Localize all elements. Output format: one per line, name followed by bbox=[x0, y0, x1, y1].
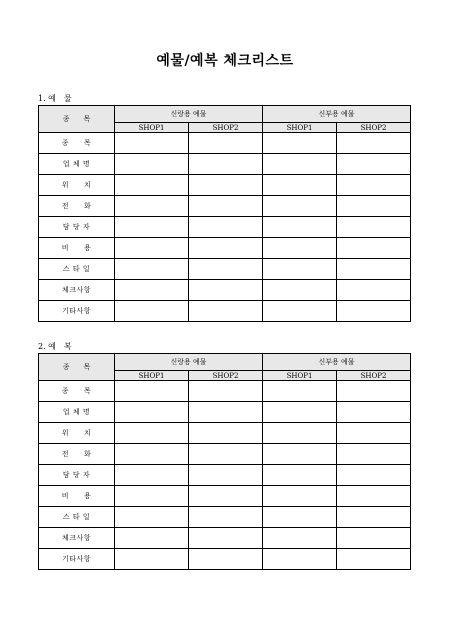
cell[interactable] bbox=[337, 549, 411, 570]
cell[interactable] bbox=[337, 280, 411, 301]
cell[interactable] bbox=[337, 465, 411, 486]
cell[interactable] bbox=[263, 381, 337, 402]
header-group-bride: 신부용 예물 bbox=[263, 354, 411, 371]
cell[interactable] bbox=[189, 175, 263, 196]
cell[interactable] bbox=[189, 301, 263, 322]
cell[interactable] bbox=[263, 301, 337, 322]
cell[interactable] bbox=[189, 444, 263, 465]
checklist-table-attire bbox=[38, 353, 411, 570]
cell[interactable] bbox=[115, 154, 189, 175]
row-label: 스 타 일 bbox=[39, 507, 115, 528]
cell[interactable] bbox=[189, 259, 263, 280]
cell[interactable] bbox=[337, 444, 411, 465]
cell[interactable] bbox=[115, 301, 189, 322]
table-row bbox=[39, 280, 411, 301]
cell[interactable] bbox=[115, 280, 189, 301]
cell[interactable] bbox=[115, 444, 189, 465]
cell[interactable] bbox=[115, 381, 189, 402]
cell[interactable] bbox=[263, 507, 337, 528]
cell[interactable] bbox=[189, 465, 263, 486]
cell[interactable] bbox=[115, 528, 189, 549]
cell[interactable] bbox=[263, 528, 337, 549]
header-shop: SHOP2 bbox=[189, 371, 263, 381]
row-label: 비 용 bbox=[39, 238, 115, 259]
cell[interactable] bbox=[115, 486, 189, 507]
table-row bbox=[39, 465, 411, 486]
table-row bbox=[39, 301, 411, 322]
cell[interactable] bbox=[115, 259, 189, 280]
row-label: 담 당 자 bbox=[39, 217, 115, 238]
table-row bbox=[39, 238, 411, 259]
cell[interactable] bbox=[263, 280, 337, 301]
table-row bbox=[39, 217, 411, 238]
cell[interactable] bbox=[263, 549, 337, 570]
table-row bbox=[39, 259, 411, 280]
cell[interactable] bbox=[263, 133, 337, 154]
cell[interactable] bbox=[115, 423, 189, 444]
table-row bbox=[39, 423, 411, 444]
table-row bbox=[39, 528, 411, 549]
header-shop: SHOP2 bbox=[337, 371, 411, 381]
row-label: 체크사항 bbox=[39, 280, 115, 301]
cell[interactable] bbox=[189, 381, 263, 402]
cell[interactable] bbox=[189, 486, 263, 507]
cell[interactable] bbox=[263, 444, 337, 465]
row-label: 종 목 bbox=[39, 133, 115, 154]
cell[interactable] bbox=[189, 238, 263, 259]
row-label: 체크사항 bbox=[39, 528, 115, 549]
section-label-attire: 2. 예 복 bbox=[38, 342, 72, 351]
row-label: 전 화 bbox=[39, 196, 115, 217]
cell[interactable] bbox=[263, 196, 337, 217]
cell[interactable] bbox=[263, 465, 337, 486]
cell[interactable] bbox=[263, 423, 337, 444]
cell[interactable] bbox=[263, 175, 337, 196]
cell[interactable] bbox=[115, 507, 189, 528]
cell[interactable] bbox=[115, 465, 189, 486]
cell[interactable] bbox=[189, 280, 263, 301]
cell[interactable] bbox=[189, 507, 263, 528]
cell[interactable] bbox=[263, 259, 337, 280]
cell[interactable] bbox=[263, 486, 337, 507]
cell[interactable] bbox=[337, 301, 411, 322]
row-label: 기타사항 bbox=[39, 549, 115, 570]
cell[interactable] bbox=[189, 196, 263, 217]
checklist-table-jewelry bbox=[38, 105, 411, 322]
table-row bbox=[39, 381, 411, 402]
cell[interactable] bbox=[263, 238, 337, 259]
cell[interactable] bbox=[189, 402, 263, 423]
section-label-jewelry: 1. 예 물 bbox=[38, 94, 72, 103]
cell[interactable] bbox=[337, 238, 411, 259]
cell[interactable] bbox=[189, 549, 263, 570]
cell[interactable] bbox=[337, 175, 411, 196]
cell[interactable] bbox=[115, 217, 189, 238]
table-row bbox=[39, 402, 411, 423]
page-title: 예물/예복 체크리스트 bbox=[156, 53, 294, 69]
cell[interactable] bbox=[337, 381, 411, 402]
cell[interactable] bbox=[189, 528, 263, 549]
table-row bbox=[39, 133, 411, 154]
cell[interactable] bbox=[337, 217, 411, 238]
table-row bbox=[39, 154, 411, 175]
row-label: 업 체 명 bbox=[39, 402, 115, 423]
cell[interactable] bbox=[337, 259, 411, 280]
header-item: 종 목 bbox=[39, 106, 115, 133]
header-shop: SHOP2 bbox=[189, 123, 263, 133]
cell[interactable] bbox=[337, 133, 411, 154]
table-row bbox=[39, 507, 411, 528]
cell[interactable] bbox=[263, 154, 337, 175]
cell[interactable] bbox=[115, 196, 189, 217]
cell[interactable] bbox=[337, 528, 411, 549]
header-shop: SHOP1 bbox=[263, 371, 337, 381]
cell[interactable] bbox=[115, 549, 189, 570]
header-group-groom: 신랑용 예물 bbox=[115, 106, 263, 123]
row-label: 담 당 자 bbox=[39, 465, 115, 486]
cell[interactable] bbox=[337, 423, 411, 444]
row-label: 비 용 bbox=[39, 486, 115, 507]
header-shop: SHOP1 bbox=[115, 123, 189, 133]
header-group-bride: 신부용 예물 bbox=[263, 106, 411, 123]
cell[interactable] bbox=[115, 238, 189, 259]
row-label: 업 체 명 bbox=[39, 154, 115, 175]
header-shop: SHOP2 bbox=[337, 123, 411, 133]
cell[interactable] bbox=[189, 217, 263, 238]
cell[interactable] bbox=[115, 402, 189, 423]
cell[interactable] bbox=[189, 133, 263, 154]
cell[interactable] bbox=[263, 217, 337, 238]
cell[interactable] bbox=[337, 196, 411, 217]
table-row bbox=[39, 549, 411, 570]
row-label: 전 화 bbox=[39, 444, 115, 465]
header-shop: SHOP1 bbox=[263, 123, 337, 133]
row-label: 위 치 bbox=[39, 423, 115, 444]
cell[interactable] bbox=[189, 154, 263, 175]
table-row bbox=[39, 196, 411, 217]
cell[interactable] bbox=[263, 402, 337, 423]
header-shop: SHOP1 bbox=[115, 371, 189, 381]
cell[interactable] bbox=[337, 154, 411, 175]
cell[interactable] bbox=[337, 486, 411, 507]
row-label: 위 치 bbox=[39, 175, 115, 196]
table-row bbox=[39, 444, 411, 465]
header-group-groom: 신랑용 예물 bbox=[115, 354, 263, 371]
row-label: 기타사항 bbox=[39, 301, 115, 322]
row-label: 종 목 bbox=[39, 381, 115, 402]
row-label: 스 타 일 bbox=[39, 259, 115, 280]
cell[interactable] bbox=[115, 175, 189, 196]
cell[interactable] bbox=[189, 423, 263, 444]
cell[interactable] bbox=[337, 402, 411, 423]
table-row bbox=[39, 486, 411, 507]
cell[interactable] bbox=[337, 507, 411, 528]
cell[interactable] bbox=[115, 133, 189, 154]
table-row bbox=[39, 175, 411, 196]
header-item: 종 목 bbox=[39, 354, 115, 381]
